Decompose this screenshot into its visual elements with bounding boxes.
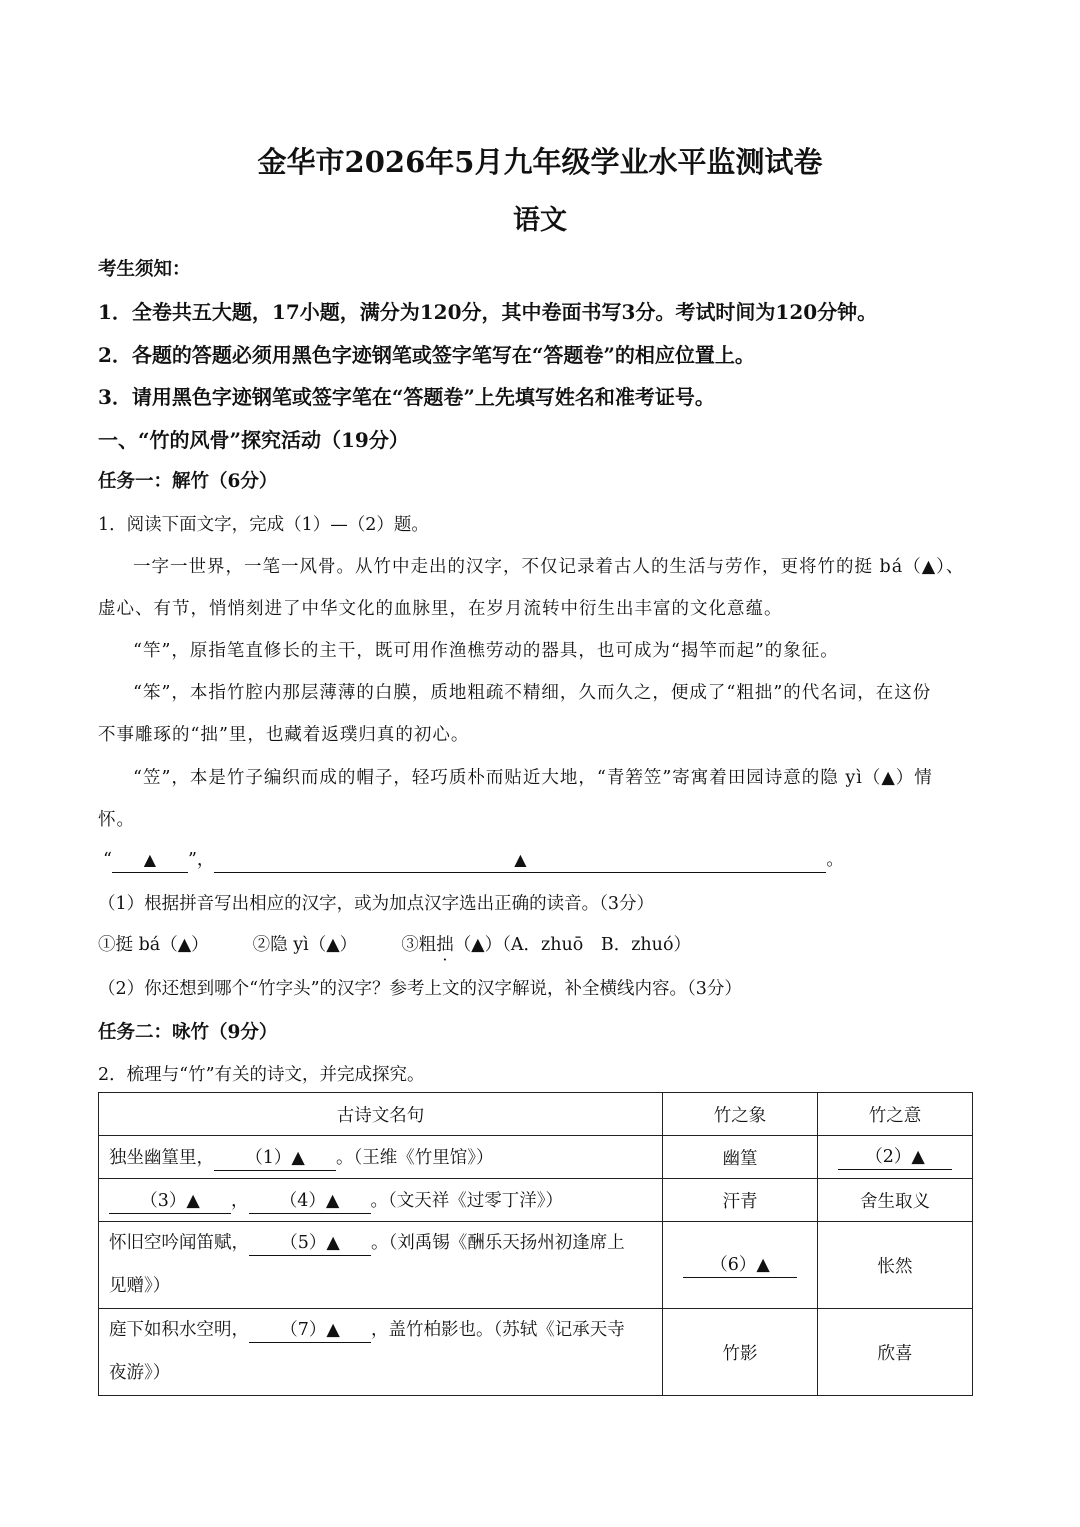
row2-post: 。（文天祥《过零丁洋》） [370,1190,563,1211]
passage-p3-line2: 不事雕琢的“拙”里，也藏着返璞归真的初心。 [98,725,470,745]
header-poem: 古诗文名句 [99,1093,663,1136]
question-2-intro: 2．梳理与“竹”有关的诗文，并完成探究。 [98,1065,425,1085]
blank-explanation[interactable] [214,848,826,873]
section-heading: 一、“竹的风骨”探究活动（19分） [98,428,409,452]
option-3-choices: （▲）（A．zhuō B．zhuó） [453,935,691,955]
option-2: ②隐 yì（▲） [252,935,358,955]
passage-p2: “竿”，原指笔直修长的主干，既可用作渔樵劳动的器具，也可成为“揭竿而起”的象征。 [133,641,839,661]
sub-question-1: （1）根据拼音写出相应的汉字，或为加点汉字选出正确的读音。（3分） [98,894,655,914]
table-row [99,1179,973,1222]
row2-sep: ， [231,1190,249,1211]
passage-p1-line2: 虚心、有节，悄悄刻进了中华文化的血脉里，在岁月流转中衍生出丰富的文化意蕴。 [98,599,783,619]
header-image: 竹之象 [663,1093,818,1136]
blank-char-marker: ▲ [143,850,157,869]
sub-question-2: （2）你还想到哪个“竹字头”的汉字？参考上文的汉字解说，补全横线内容。（3分） [98,979,742,999]
task2-heading: 任务二：咏竹（9分） [98,1022,278,1043]
table-row [99,1136,973,1179]
header-meaning: 竹之意 [818,1093,973,1136]
blank-explanation-marker: ▲ [514,850,527,869]
blank-line [103,846,844,873]
passage-p4-line1: “笠”，本是竹子编织而成的帽子，轻巧质朴而贴近大地，“青箬笠”寄寓着田园诗意的隐 yì（▲）情 [133,768,933,788]
row3-meaning: 怅然 [818,1222,973,1309]
row3-image[interactable] [663,1222,818,1309]
poem-table [98,1092,973,1396]
table-row [99,1222,973,1309]
row3-post2: 见赠》） [109,1276,171,1296]
table-header-row [99,1093,973,1136]
row3-post: 。（刘禹锡《酬乐天扬州初逢席上 [371,1233,625,1253]
row4-post: ，盖竹柏影也。（苏轼《记承天寺 [371,1320,625,1340]
passage-p1-line1: 一字一世界，一笔一风骨。从竹中走出的汉字，不仅记录着古人的生活与劳作，更将竹的挺 bá（▲）、 [133,557,965,577]
row3-blank[interactable]: （5）▲ [249,1231,371,1256]
subject-title: 语文 [513,205,567,236]
row4-image: 竹影 [663,1309,818,1396]
row1-image: 幽篁 [663,1136,818,1179]
row4-poem [99,1309,663,1396]
notice-heading: 考生须知： [98,259,191,280]
blank-open-quote: “ [103,850,112,870]
row3-pre: 怀旧空吟闻笛赋， [109,1233,249,1253]
question-1-intro: 1．阅读下面文字，完成（1）—（2）题。 [98,515,429,535]
row1-blank[interactable]: （1）▲ [214,1146,336,1171]
row4-post2: 夜游》） [109,1363,171,1383]
row2-meaning: 舍生取义 [818,1179,973,1222]
row2-poem [99,1179,663,1222]
row1-pre: 独坐幽篁里， [109,1147,214,1168]
blank-close-quote: ”， [187,850,215,870]
row1-meaning-blank[interactable]: （2）▲ [838,1145,952,1170]
row2-blank-3[interactable]: （3）▲ [109,1189,231,1214]
dotted-character: 拙 [436,935,454,955]
row4-meaning: 欣喜 [818,1309,973,1396]
table-row [99,1309,973,1396]
row3-poem [99,1222,663,1309]
row1-poem [99,1136,663,1179]
task1-heading: 任务一：解竹（6分） [98,471,278,492]
notice-item-2: 2．各题的答题必须用黑色字迹钢笔或签字笔写在“答题卷”的相应位置上。 [98,343,755,367]
row1-meaning[interactable] [818,1136,973,1179]
exam-title: 金华市2026年5月九年级学业水平监测试卷 [257,145,823,179]
passage-p4-line2: 怀。 [98,810,135,830]
notice-item-1: 1．全卷共五大题，17小题，满分为120分，其中卷面书写3分。考试时间为120分钟。 [98,300,878,324]
row4-pre: 庭下如积水空明， [109,1320,249,1340]
blank-end-period: 。 [826,850,844,870]
row3-image-blank[interactable]: （6）▲ [683,1253,797,1278]
option-3-prefix: ③粗 [401,935,437,955]
sub-question-1-options [98,931,691,956]
notice-item-3: 3．请用黑色字迹钢笔或签字笔在“答题卷”上先填写姓名和准考证号。 [98,385,715,409]
row4-blank[interactable]: （7）▲ [249,1318,371,1343]
passage-p3-line1: “笨”，本指竹腔内那层薄薄的白膜，质地粗疏不精细，久而久之，便成了“粗拙”的代名词，在这份 [133,683,932,703]
option-1: ①挺 bá（▲） [98,935,209,955]
blank-char[interactable] [112,848,188,873]
row2-blank-4[interactable]: （4）▲ [249,1189,371,1214]
row2-image: 汗青 [663,1179,818,1222]
row1-post: 。（王维《竹里馆》） [336,1147,494,1168]
